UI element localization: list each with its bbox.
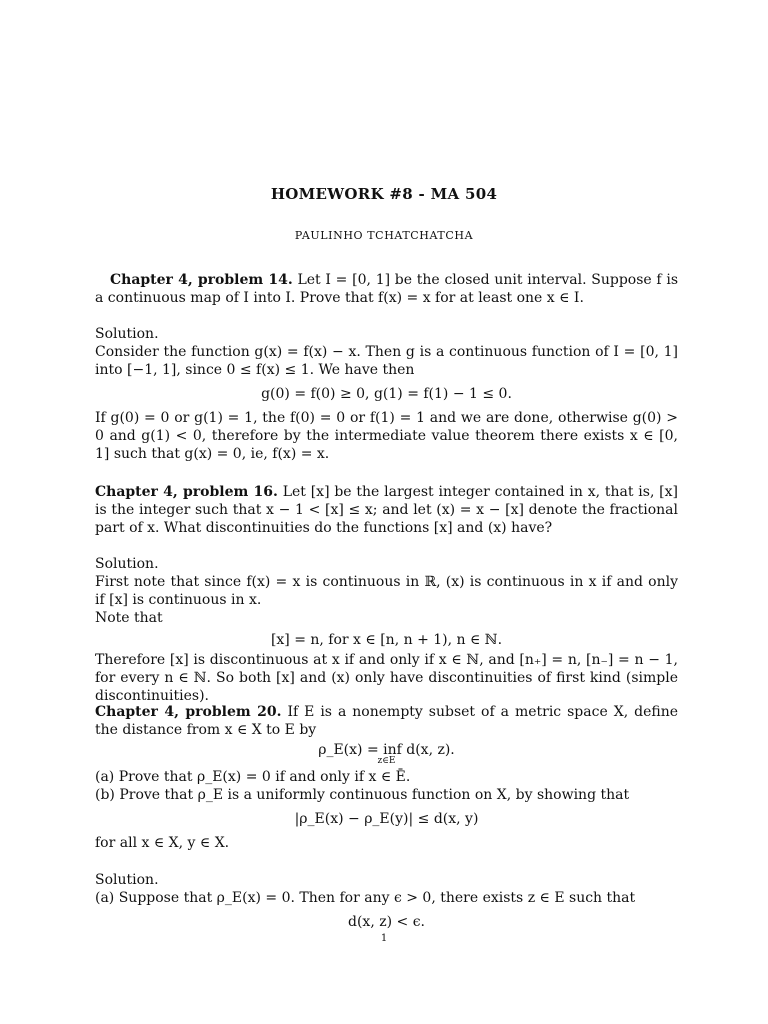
problem-14-text: Let I = [0, 1] be the closed unit interval. Suppose f is a continuous map of I into I. Prove that f(x) = x for at least one x ∈ I. — [95, 272, 679, 306]
problem-20 — [95, 703, 678, 852]
solution-paragraph: First note that since f(x) = x is continuous in ℝ, (x) is continuous in x if and only if [x] is continuous in x. — [95, 574, 678, 608]
problem-20-solution — [95, 871, 678, 933]
problem-16-solution — [95, 555, 678, 705]
solution-paragraph: Consider the function g(x) = f(x) − x. Then g is a continuous function of I = [0, 1] into [−1, 1], since 0 ≤ f(x) ≤ 1. We have then — [95, 344, 678, 378]
solution-paragraph: Therefore [x] is discontinuous at x if and only if x ∈ ℕ, and [n₊] = n, [n₋] = n − 1, for every n ∈ ℕ. So both [x] and (x) only have discontinuities of first kind (simple discontinuities). — [95, 652, 678, 704]
problem-16-statement — [95, 483, 678, 537]
solution-paragraph: for all x ∈ X, y ∈ X. — [95, 835, 230, 851]
equation: [x] = n, for x ∈ [n, n + 1), n ∈ ℕ. — [270, 632, 503, 648]
problem-20-heading: Chapter 4, problem 20. — [95, 704, 282, 720]
page-number: 1 — [380, 933, 388, 944]
solution-label: Solution. — [95, 872, 159, 888]
solution-paragraph: Note that — [95, 610, 163, 626]
problem-16 — [95, 483, 678, 537]
problem-16-heading: Chapter 4, problem 16. — [95, 484, 278, 500]
problem-20-statement — [95, 703, 678, 739]
problem-14 — [95, 271, 678, 307]
problem-20-text: If E is a nonempty subset of a metric space X, define the distance from x ∈ X to E by — [95, 704, 679, 738]
equation: g(0) = f(0) ≥ 0, g(1) = f(1) − 1 ≤ 0. — [261, 386, 512, 402]
equation-subscript: z∈E — [377, 756, 396, 766]
author-name: PAULINHO TCHATCHATCHA — [294, 229, 474, 242]
equation: ρ_E(x) = inf d(x, z). — [318, 742, 455, 758]
solution-paragraph: (a) Suppose that ρ_E(x) = 0. Then for any ϵ > 0, there exists z ∈ E such that — [95, 890, 636, 906]
problem-14-heading: Chapter 4, problem 14. — [110, 272, 293, 288]
equation: |ρ_E(x) − ρ_E(y)| ≤ d(x, y) — [294, 811, 479, 827]
equation-distance — [95, 741, 678, 766]
problem-14-solution — [95, 325, 678, 463]
page-title: HOMEWORK #8 - MA 504 — [270, 185, 498, 203]
solution-label: Solution. — [95, 326, 159, 342]
equation: d(x, z) < ϵ. — [348, 914, 425, 930]
solution-paragraph: If g(0) = 0 or g(1) = 1, the f(0) = 0 or f(1) = 1 and we are done, otherwise g(0) > 0 and g(1) < 0, therefore by the intermediate value theorem there exists x ∈ [0, 1] such that g(x) = 0, ie, f(x) = x. — [95, 410, 678, 462]
part-b: (b) Prove that ρ_E is a uniformly continuous function on X, by showing that — [95, 787, 630, 803]
solution-label: Solution. — [95, 556, 159, 572]
problem-16-text: Let [x] be the largest integer contained in x, that is, [x] is the integer such that x − 1 < [x] ≤ x; and let (x) = x − [x] denote the fractional part of x. What discontinuities do the functions [x] and (x) have? — [95, 484, 679, 536]
part-a: (a) Prove that ρ_E(x) = 0 if and only if x ∈ Ē. — [95, 769, 411, 785]
problem-14-statement — [95, 271, 678, 307]
